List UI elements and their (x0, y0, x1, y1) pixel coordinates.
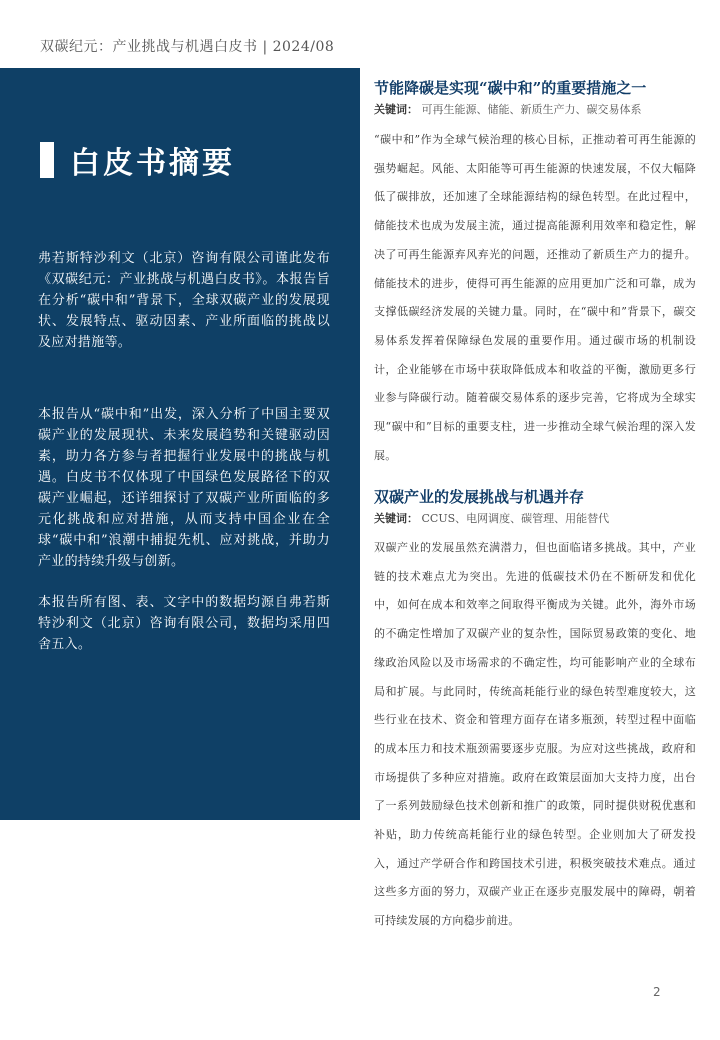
section-2-body: 双碳产业的发展虽然充满潜力，但也面临诸多挑战。其中，产业链的技术难点尤为突出。先进的低碳技术仍在不断研发和优化中，如何在成本和效率之间取得平衡成为关键。此外，海外市场的不确定性增加了双碳产业的复杂性，国际贸易政策的变化、地缘政治风险以及市场需求的不确定性，均可能影响产业的全球布局和扩展。与此同时，传统高耗能行业的绿色转型难度较大，这些行业在技术、资金和管理方面存在诸多瓶颈，转型过程中面临的成本压力和技术瓶颈需要逐步克服。为应对这些挑战，政府和市场提供了多种应对措施。政府在政策层面加大支持力度，出台了一系列鼓励绿色技术创新和推广的政策，同时提供财税优惠和补贴，助力传统高耗能行业的绿色转型。企业则加大了研发投入，通过产学研合作和跨国技术引进，积极突破技术难点。通过这些多方面的努力，双碳产业正在逐步克服发展中的障碍，朝着可持续发展的方向稳步前进。 (374, 541, 696, 928)
summary-paragraph-2: 本报告从“碳中和”出发，深入分析了中国主要双碳产业的发展现状、未来发展趋势和关键驱动因素，助力各方参与者把握行业发展中的挑战与机遇。白皮书不仅体现了中国绿色发展路径下的双碳产业崛起，还详细探讨了双碳产业所面临的多元化挑战和应对措施，从而支持中国企业在全球“碳中和”浪潮中捕捉先机、应对挑战，并助力产业的持续升级与创新。 (38, 407, 330, 569)
section-1-title: 节能降碳是实现“碳中和”的重要措施之一 (374, 79, 647, 97)
section-2-keywords (374, 510, 694, 526)
keywords-values: CCUS、电网调度、碳管理、用能替代 (421, 512, 610, 525)
section-1-keywords (374, 101, 694, 117)
section-1-body: “碳中和”作为全球气候治理的核心目标，正推动着可再生能源的强势崛起。风能、太阳能等可再生能源的快速发展，不仅大幅降低了碳排放，还加速了全球能源结构的绿色转型。在此过程中，储能技术也成为发展主流，通过提高能源利用效率和稳定性，解决了可再生能源弃风弃光的问题，还推动了新质生产力的提升。储能技术的进步，使得可再生能源的应用更加广泛和可靠，成为支撑低碳经济发展的关键力量。同时，在“碳中和”背景下，碳交易体系发挥着保障绿色发展的重要作用。通过碳市场的机制设计，企业能够在市场中获取降低成本和收益的平衡，激励更多行业参与降碳行动。随着碳交易体系的逐步完善，它将成为全球实现“碳中和”目标的重要支柱，进一步推动全球气候治理的深入发展。 (374, 133, 696, 462)
summary-heading (40, 138, 235, 182)
keywords-label: 关键词： (374, 512, 418, 525)
keywords-values: 可再生能源、储能、新质生产力、碳交易体系 (421, 103, 642, 116)
page-number: 2 (653, 985, 661, 999)
section-2-title: 双碳产业的发展挑战与机遇并存 (374, 488, 585, 506)
summary-paragraph-3: 本报告所有图、表、文字中的数据均源自弗若斯特沙利文（北京）咨询有限公司，数据均采用四舍五入。 (38, 595, 330, 652)
running-header: 双碳纪元：产业挑战与机遇白皮书 | 2024/08 (40, 39, 335, 55)
summary-paragraph-1: 弗若斯特沙利文（北京）咨询有限公司谨此发布《双碳纪元：产业挑战与机遇白皮书》。本报告旨在分析“碳中和”背景下，全球双碳产业的发展现状、发展特点、驱动因素、产业所面临的挑战以及应对措施等。 (38, 251, 330, 350)
keywords-label: 关键词： (374, 103, 418, 116)
title-accent-bar (40, 142, 54, 178)
summary-title: 白皮书摘要 (70, 146, 235, 181)
